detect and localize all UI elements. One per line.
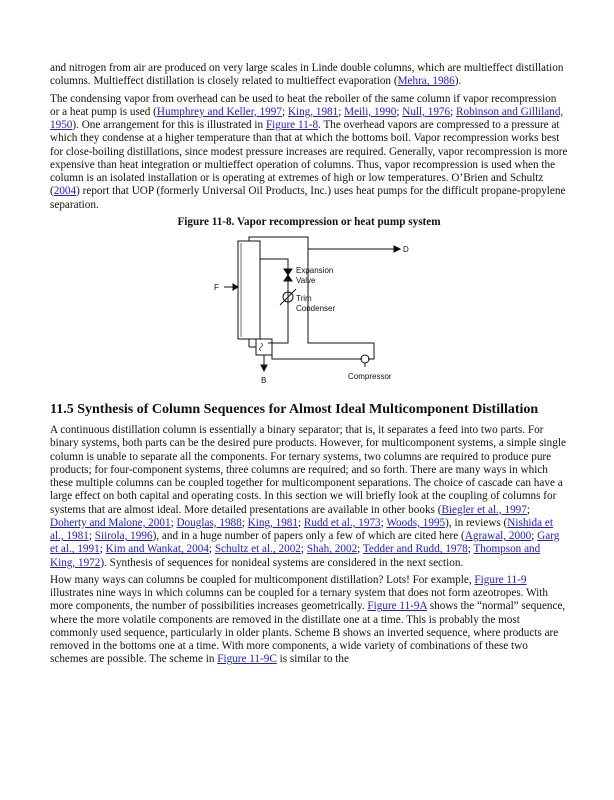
text: ). Synthesis of sequences for nonideal systems are considered in the next section. xyxy=(100,556,464,569)
overhead-line xyxy=(249,237,394,249)
label-compressor: Compressor xyxy=(348,372,392,381)
text: shows the “normal” sequence, where the more volatile components are removed in the distillate one at a time. This is probably the most commonly used sequence, particularly in older plants. Scheme B shows an inverted sequence, where products are removed in the bottoms one at a time. With more components, a wide variety of combinations of these two schemes are possible. The scheme in xyxy=(50,600,566,666)
citation-link[interactable]: Meili, 1990 xyxy=(344,105,397,118)
citation-link[interactable]: Douglas, 1988 xyxy=(176,516,242,529)
separator: ; xyxy=(357,543,363,556)
label-valve: Valve xyxy=(296,276,316,285)
separator: ; xyxy=(531,530,538,542)
citation-link[interactable]: Doherty and Malone, 2001 xyxy=(50,516,171,529)
separator: ; xyxy=(300,543,307,556)
figure-diagram xyxy=(50,235,568,393)
citation-link[interactable]: Null, 1976 xyxy=(402,105,451,118)
text: ), and in a huge number of papers only a few of which are cited here ( xyxy=(152,530,465,542)
return-line xyxy=(272,353,362,359)
paragraph-1 xyxy=(50,62,568,89)
citation-link[interactable]: Tedder and Rudd, 1978 xyxy=(362,543,468,556)
separator: ; xyxy=(467,543,474,556)
citation-link[interactable]: Robinson and Gilliland, 1950 xyxy=(50,105,564,131)
figure-link[interactable]: Figure 11-9 xyxy=(474,573,527,586)
text: ) report that UOP (formerly Universal Oil Products, Inc.) uses heat pumps for the difficult propane-propylene separation. xyxy=(50,185,566,211)
citation-link[interactable]: Kim and Wankat, 2004 xyxy=(105,543,209,556)
figure-link[interactable]: Figure 11-8 xyxy=(265,119,319,131)
label-d: D xyxy=(403,245,409,254)
arrow-d xyxy=(394,246,400,252)
citation-link[interactable]: Siirola, 1996 xyxy=(94,530,153,542)
text: is similar to the xyxy=(276,653,349,666)
separator: ; xyxy=(297,516,304,529)
paragraph-4 xyxy=(50,574,568,667)
separator: ; xyxy=(170,516,177,529)
label-b: B xyxy=(261,376,267,385)
document-page xyxy=(50,62,568,671)
citation-link[interactable]: Garg et al., 1991 xyxy=(50,530,560,556)
citation-link[interactable]: Humphrey and Keller, 1997 xyxy=(156,105,282,118)
separator: ; xyxy=(396,105,403,118)
separator: ; xyxy=(338,105,345,118)
separator: ; xyxy=(88,530,95,542)
citation-link[interactable]: Thompson and King, 1972 xyxy=(50,543,541,569)
citation-link[interactable]: Schultz et al., 2002 xyxy=(214,543,301,556)
separator: ; xyxy=(208,543,215,556)
label-f: F xyxy=(214,283,219,292)
citation-link[interactable]: Mehra, 1986 xyxy=(397,75,455,88)
text: ). xyxy=(454,75,462,88)
figure-link[interactable]: Figure 11-9A xyxy=(367,600,427,613)
separator: ; xyxy=(380,516,387,529)
paragraph-3 xyxy=(50,424,568,570)
figure-link[interactable]: Figure 11-9C xyxy=(217,653,277,666)
text: . The overhead vapors are compressed to a pressure at which they condense at a higher temperature than that at which the bottoms boil. Vapor recompression works best for close-boiling distillations, since modest pressure increases are required. Generally, vapor recompression is more expensive than heat integration or multieffect operation of columns. Thus, vapor recompression is used when the column is an isolated installation or is operating at extremes of high or low temperatures. O’Brien and Schultz ( xyxy=(50,119,568,198)
separator: ; xyxy=(99,543,106,556)
citation-link[interactable]: Agrawal, 2000 xyxy=(464,530,532,542)
citation-link[interactable]: Biegler et al., 1997 xyxy=(441,503,527,516)
citation-link[interactable]: Woods, 1995 xyxy=(386,516,446,529)
citation-link[interactable]: 2004 xyxy=(53,185,77,198)
citation-link[interactable]: King, 1981 xyxy=(247,516,298,529)
text: A continuous distillation column is essentially a binary separator; that is, it separates a feed into two parts. For binary systems, both parts can be the desired pure products. However, for multicomponent systems, a simple single column is unable to separate all the components. For ternary systems, two columns are required to produce pure products; for four-component systems, three columns are required; and so forth. There are many ways in which these multiple columns can be coupled together for multicomponent separations. The choice of cascade can have a large effect on both capital and operating costs. In this section we will briefly look at the coupling of columns for systems that are almost ideal. More detailed presentations are available in other books ( xyxy=(50,424,566,516)
text: and nitrogen from air are produced on very large scales in Linde double columns, which are multieffect distillation columns. Multieffect distillation is closely related to multieffect evaporation ( xyxy=(50,62,564,88)
section-title: 11.5 Synthesis of Column Sequences for Almost Ideal Multicomponent Distillation xyxy=(50,402,539,417)
citation-link[interactable]: Rudd et al., 1973 xyxy=(303,516,381,529)
label-trim: Trim xyxy=(296,294,312,303)
label-condenser: Condenser xyxy=(296,304,336,313)
citation-link[interactable]: Nishida et al., 1981 xyxy=(50,516,553,542)
text: How many ways can columns be coupled for multicomponent distillation? Lots! For example, xyxy=(50,573,475,586)
text: ), in reviews ( xyxy=(445,516,508,529)
figure-caption: Figure 11-8. Vapor recompression or heat pump system xyxy=(177,215,441,228)
reboiler xyxy=(256,339,272,355)
heat-pump-diagram xyxy=(198,235,428,393)
text: The condensing vapor from overhead can be used to heat the reboiler of the same column if vapor recompression or a heat pump is used ( xyxy=(50,92,557,118)
separator: ; xyxy=(450,105,457,118)
separator: ; xyxy=(281,105,288,118)
citation-link[interactable]: King, 1981 xyxy=(287,105,339,118)
citation-link[interactable]: Shah, 2002 xyxy=(306,543,358,556)
paragraph-2 xyxy=(50,93,568,212)
text: ). One arrangement for this is illustrated in xyxy=(72,119,266,131)
text: illustrates nine ways in which columns can be coupled for a ternary system that does not form azeotropes. With more components, the number of possibilities increases geometrically. xyxy=(50,587,548,613)
distillation-column xyxy=(238,241,260,339)
compressor-icon xyxy=(361,355,369,363)
separator: ; xyxy=(241,516,248,529)
label-expansion: Expansion xyxy=(296,266,334,275)
separator: ; xyxy=(526,503,530,516)
